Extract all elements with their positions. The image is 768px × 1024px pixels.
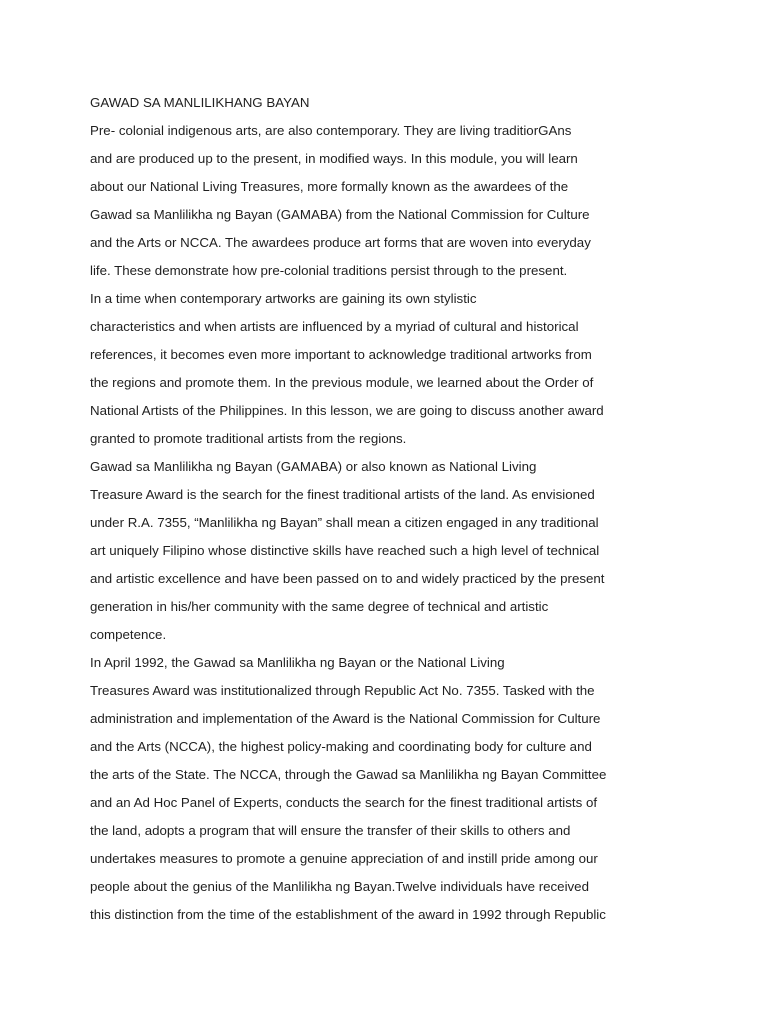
document-body — [90, 89, 690, 929]
text-line: In a time when contemporary artworks are gaining its own stylistic — [90, 291, 477, 306]
text-line: competence. — [90, 627, 167, 642]
text-line: Treasures Award was institutionalized through Republic Act No. 7355. Tasked with the — [90, 683, 595, 698]
text-line: generation in his/her community with the same degree of technical and artistic — [90, 599, 549, 614]
text-line: under R.A. 7355, “Manlilikha ng Bayan” shall mean a citizen engaged in any traditional — [90, 515, 599, 530]
text-line: Treasure Award is the search for the finest traditional artists of the land. As envisioned — [90, 487, 595, 502]
text-line: art uniquely Filipino whose distinctive skills have reached such a high level of technical — [90, 543, 600, 558]
text-line: undertakes measures to promote a genuine appreciation of and instill pride among our — [90, 851, 598, 866]
text-line: this distinction from the time of the establishment of the award in 1992 through Republic — [90, 907, 606, 922]
text-line: and are produced up to the present, in modified ways. In this module, you will learn — [90, 151, 578, 166]
text-line: people about the genius of the Manlilikha ng Bayan.Twelve individuals have received — [90, 879, 589, 894]
text-line: and an Ad Hoc Panel of Experts, conducts the search for the finest traditional artists of — [90, 795, 598, 810]
text-line: the arts of the State. The NCCA, through the Gawad sa Manlilikha ng Bayan Committee — [90, 767, 607, 782]
text-line: characteristics and when artists are influenced by a myriad of cultural and historical — [90, 319, 579, 334]
text-line: administration and implementation of the Award is the National Commission for Culture — [90, 711, 601, 726]
text-line: the regions and promote them. In the previous module, we learned about the Order of — [90, 375, 594, 390]
text-line: and the Arts or NCCA. The awardees produce art forms that are woven into everyday — [90, 235, 591, 250]
text-line: the land, adopts a program that will ensure the transfer of their skills to others and — [90, 823, 571, 838]
text-line: Gawad sa Manlilikha ng Bayan (GAMABA) from the National Commission for Culture — [90, 207, 590, 222]
document-title: GAWAD SA MANLILIKHANG BAYAN — [90, 95, 310, 110]
text-line: Gawad sa Manlilikha ng Bayan (GAMABA) or also known as National Living — [90, 459, 537, 474]
text-line: about our National Living Treasures, more formally known as the awardees of the — [90, 179, 569, 194]
text-line: granted to promote traditional artists from the regions. — [90, 431, 407, 446]
text-line: and the Arts (NCCA), the highest policy-making and coordinating body for culture and — [90, 739, 592, 754]
text-line: and artistic excellence and have been passed on to and widely practiced by the present — [90, 571, 605, 586]
text-line: references, it becomes even more important to acknowledge traditional artworks from — [90, 347, 592, 362]
text-line: life. These demonstrate how pre-colonial traditions persist through to the present. — [90, 263, 568, 278]
text-line: National Artists of the Philippines. In this lesson, we are going to discuss another award — [90, 403, 604, 418]
text-line: Pre- colonial indigenous arts, are also contemporary. They are living traditiorGAns — [90, 123, 572, 138]
text-line: In April 1992, the Gawad sa Manlilikha ng Bayan or the National Living — [90, 655, 505, 670]
